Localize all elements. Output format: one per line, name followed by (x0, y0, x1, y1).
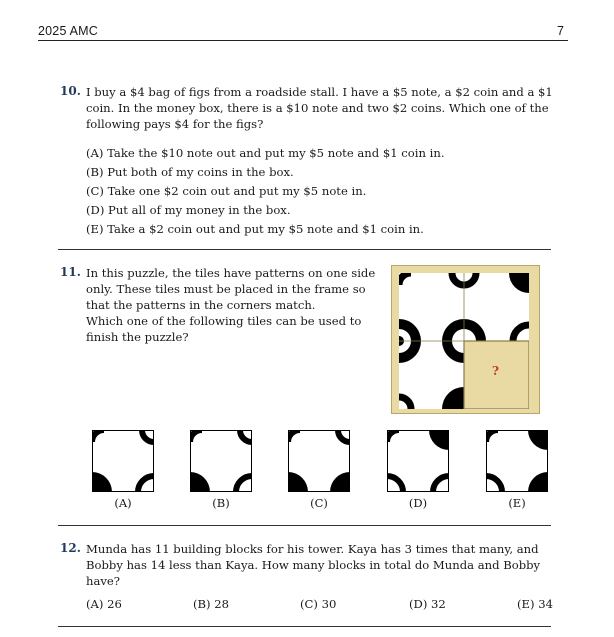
missing-tile-question-mark: ? (492, 364, 500, 378)
q11-line-4: Which one of the following tiles can be used to (86, 314, 362, 328)
q10-option-a: (A) Take the $10 note out and put my $5 note and $1 coin in. (86, 146, 445, 160)
tile-b-label: (B) (212, 496, 230, 510)
q10-line-2: coin. In the money box, there is a $10 note and two $2 coins. Which one of the (86, 101, 549, 115)
puzzle-pattern (399, 273, 529, 409)
q12-option-d: (D) 32 (409, 597, 446, 611)
q12-line-2: Bobby has 14 less than Kaya. How many blocks in total do Munda and Bobby (86, 558, 541, 572)
tile-d-pattern (387, 430, 449, 492)
tile-a-pattern (92, 430, 154, 492)
q12-option-a: (A) 26 (86, 597, 122, 611)
q10-option-b: (B) Put both of my coins in the box. (86, 165, 294, 179)
section-rule (58, 626, 551, 627)
section-rule (58, 249, 551, 250)
q12-line-1: Munda has 11 building blocks for his tower. Kaya has 3 times that many, and (86, 542, 539, 556)
header-rule (38, 40, 568, 41)
q10-option-d: (D) Put all of my money in the box. (86, 203, 291, 217)
q12-line-3: have? (86, 574, 121, 588)
q10-line-1: I buy a $4 bag of figs from a roadside stall. I have a $5 note, a $2 coin and a $1 (86, 85, 553, 99)
tile-a-label: (A) (114, 496, 132, 510)
tile-c-label: (C) (310, 496, 328, 510)
q12-option-e: (E) 34 (517, 597, 553, 611)
tile-e-label: (E) (508, 496, 526, 510)
q11-number: 11. (60, 265, 81, 279)
tile-c-pattern (288, 430, 350, 492)
tile-e-pattern (486, 430, 548, 492)
q11-line-5: finish the puzzle? (86, 330, 189, 344)
contest-title: 2025 AMC (38, 24, 98, 38)
page-number: 7 (557, 24, 564, 38)
q12-number: 12. (60, 541, 81, 555)
q12-option-b: (B) 28 (193, 597, 230, 611)
q12-option-c: (C) 30 (300, 597, 337, 611)
q10-option-c: (C) Take one $2 coin out and put my $5 note in. (86, 184, 367, 198)
tile-b-pattern (190, 430, 252, 492)
q10-number: 10. (60, 84, 81, 98)
q11-line-2: only. These tiles must be placed in the frame so (86, 282, 366, 296)
q11-line-1: In this puzzle, the tiles have patterns on one side (86, 266, 376, 280)
q10-line-3: following pays $4 for the figs? (86, 117, 264, 131)
section-rule (58, 525, 551, 526)
q11-line-3: that the patterns in the corners match. (86, 298, 316, 312)
q10-option-e: (E) Take a $2 coin out and put my $5 note and $1 coin in. (86, 222, 424, 236)
tile-d-label: (D) (408, 496, 428, 510)
